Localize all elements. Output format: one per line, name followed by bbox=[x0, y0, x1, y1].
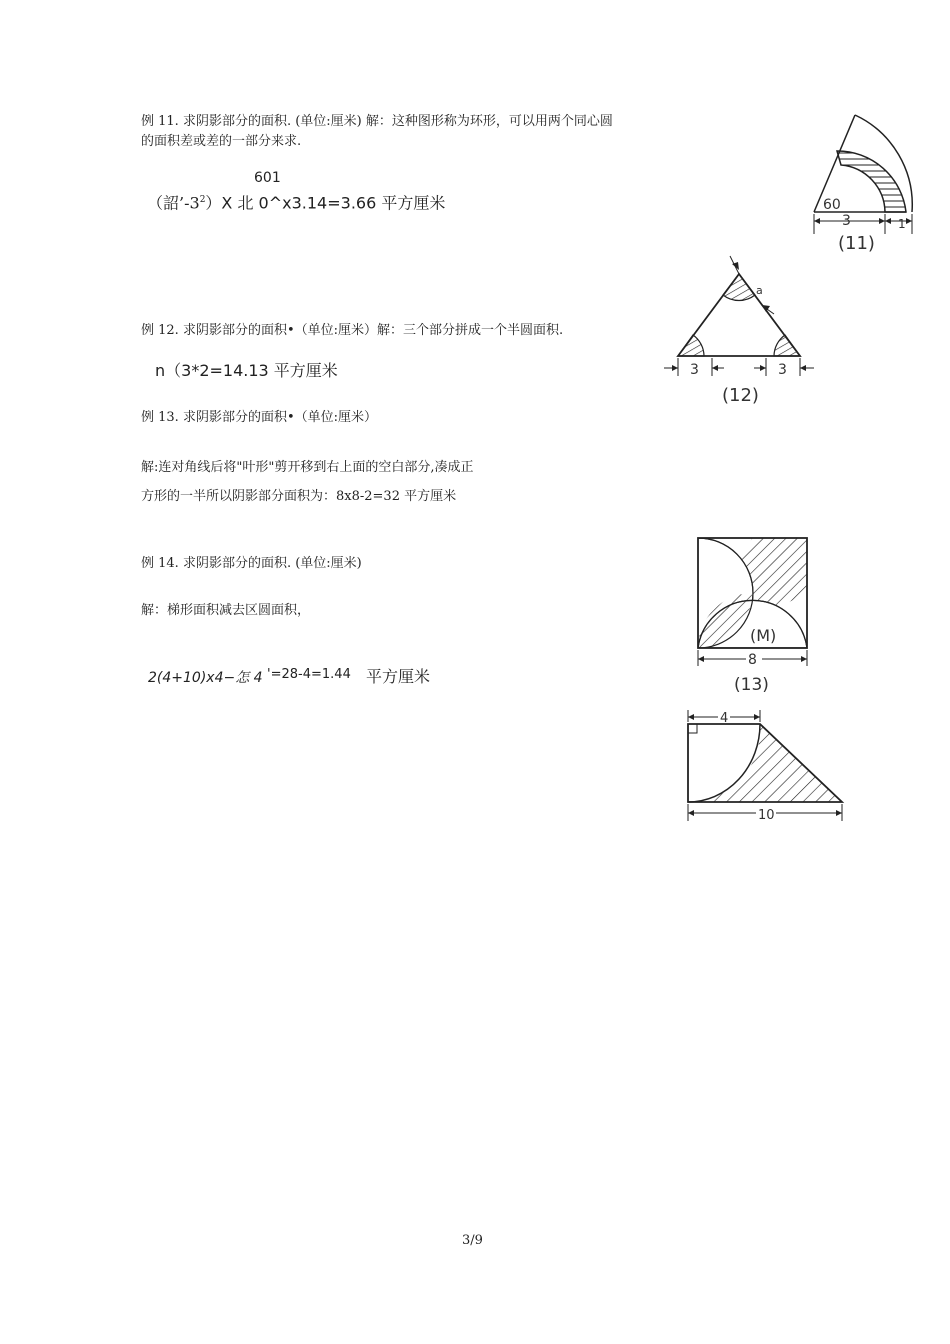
ex14-formula-a: 2(4+10)x4−怎 4 bbox=[148, 670, 263, 686]
fig12-a-label: a bbox=[756, 284, 763, 297]
ex14-formula bbox=[148, 666, 351, 687]
fig12-right-label: 3 bbox=[778, 362, 787, 378]
ex11-numerator: 601 bbox=[254, 170, 281, 186]
ex14-formula-unit: 平方厘米 bbox=[366, 667, 431, 686]
ex14-sol1: 解：梯形面积减去区圆面积， bbox=[141, 603, 311, 618]
figure-11 bbox=[808, 108, 920, 262]
fig14-bottom-label: 10 bbox=[758, 808, 775, 823]
ex13-line1: 例 13. 求阴影部分的面积•（单位:厘米） bbox=[141, 410, 377, 425]
ex12-formula: n（3*2=14.13 平方厘米 bbox=[155, 361, 338, 380]
fig11-w-label: 1 bbox=[898, 217, 906, 231]
figure-12 bbox=[660, 250, 820, 414]
fig11-angle: 60 bbox=[823, 197, 841, 213]
ex11-formula-sup: 2 bbox=[199, 195, 206, 205]
fig14-top-label: 4 bbox=[720, 711, 729, 726]
ex11-formula-pre: （詔’-3 bbox=[147, 193, 200, 213]
fig12-left-label: 3 bbox=[690, 362, 699, 378]
fig13-inner-label: (M) bbox=[750, 626, 777, 645]
ex13-sol2: 方形的一半所以阴影部分面积为：8x8-2=32 平方厘米 bbox=[141, 489, 457, 504]
fig11-caption: (11) bbox=[838, 233, 875, 254]
figure-14 bbox=[680, 708, 850, 832]
fig12-caption: (12) bbox=[722, 385, 759, 406]
fig13-caption: (13) bbox=[734, 675, 769, 695]
ex14-line1: 例 14. 求阴影部分的面积. (单位:厘米) bbox=[141, 556, 362, 571]
ex11-line1: 例 11. 求阴影部分的面积. (单位:厘米) 解：这种图形称为环形，可以用两个同心圆 bbox=[141, 114, 613, 129]
ex13-sol1: 解:连对角线后将"叶形"剪开移到右上面的空白部分,凑成正 bbox=[141, 460, 474, 475]
fig11-r-label: 3 bbox=[842, 213, 851, 229]
figure-13 bbox=[690, 532, 816, 701]
fig13-side-label: 8 bbox=[748, 652, 757, 668]
ex12-line1: 例 12. 求阴影部分的面积•（单位:厘米）解：三个部分拼成一个半圆面积. bbox=[141, 323, 564, 338]
ex14-formula-b: '=28-4=1.44 bbox=[267, 667, 351, 682]
ex11-line2: 的面积差或差的一部分来求. bbox=[141, 134, 302, 149]
ex11-formula-post: ）X 北 0^x3.14=3.66 平方厘米 bbox=[205, 193, 446, 213]
page-number: 3/9 bbox=[462, 1233, 483, 1248]
ex11-formula bbox=[147, 190, 445, 213]
